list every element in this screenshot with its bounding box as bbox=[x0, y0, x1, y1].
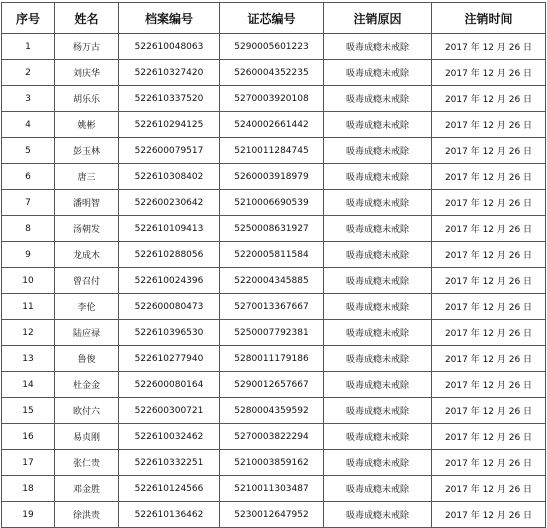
cell-core-no: 5220004345885 bbox=[220, 268, 324, 294]
cell-name: 潘明智 bbox=[55, 190, 119, 216]
cell-file-no: 522610032462 bbox=[119, 424, 220, 450]
cell-core-no: 5250007792381 bbox=[220, 320, 324, 346]
cell-name: 李伦 bbox=[55, 294, 119, 320]
cell-file-no: 522610277940 bbox=[119, 346, 220, 372]
cell-file-no: 522610337520 bbox=[119, 86, 220, 112]
cell-reason: 吸毒成瘾未戒除 bbox=[324, 294, 432, 320]
cell-file-no: 522610396530 bbox=[119, 320, 220, 346]
cell-seq: 4 bbox=[2, 112, 55, 138]
cell-reason: 吸毒成瘾未戒除 bbox=[324, 424, 432, 450]
cell-seq: 9 bbox=[2, 242, 55, 268]
cell-seq: 19 bbox=[2, 502, 55, 528]
cell-file-no: 522610332251 bbox=[119, 450, 220, 476]
header-seq: 序号 bbox=[2, 3, 55, 34]
table-row bbox=[2, 242, 546, 268]
cell-seq: 2 bbox=[2, 60, 55, 86]
cell-file-no: 522610327420 bbox=[119, 60, 220, 86]
cell-reason: 吸毒成瘾未戒除 bbox=[324, 112, 432, 138]
cell-name: 欧付六 bbox=[55, 398, 119, 424]
cell-core-no: 5210003859162 bbox=[220, 450, 324, 476]
cell-reason: 吸毒成瘾未戒除 bbox=[324, 502, 432, 528]
cell-core-no: 5270003822294 bbox=[220, 424, 324, 450]
table-row bbox=[2, 346, 546, 372]
cell-seq: 3 bbox=[2, 86, 55, 112]
cell-seq: 8 bbox=[2, 216, 55, 242]
cell-reason: 吸毒成瘾未戒除 bbox=[324, 60, 432, 86]
table-row bbox=[2, 112, 546, 138]
cell-core-no: 5260003918979 bbox=[220, 164, 324, 190]
table-row bbox=[2, 450, 546, 476]
cell-date: 2017 年 12 月 26 日 bbox=[432, 190, 546, 216]
cell-name: 刘庆华 bbox=[55, 60, 119, 86]
cell-seq: 11 bbox=[2, 294, 55, 320]
cell-seq: 7 bbox=[2, 190, 55, 216]
cell-date: 2017 年 12 月 26 日 bbox=[432, 424, 546, 450]
cell-reason: 吸毒成瘾未戒除 bbox=[324, 476, 432, 502]
table-row bbox=[2, 320, 546, 346]
cell-core-no: 5280004359592 bbox=[220, 398, 324, 424]
table-row bbox=[2, 268, 546, 294]
cell-date: 2017 年 12 月 26 日 bbox=[432, 164, 546, 190]
cell-date: 2017 年 12 月 26 日 bbox=[432, 242, 546, 268]
cell-file-no: 522600079517 bbox=[119, 138, 220, 164]
header-core-no: 证芯编号 bbox=[220, 3, 324, 34]
cell-date: 2017 年 12 月 26 日 bbox=[432, 216, 546, 242]
cell-date: 2017 年 12 月 26 日 bbox=[432, 86, 546, 112]
cell-name: 姚彬 bbox=[55, 112, 119, 138]
cell-name: 张仁贵 bbox=[55, 450, 119, 476]
cell-date: 2017 年 12 月 26 日 bbox=[432, 346, 546, 372]
cell-file-no: 522600080473 bbox=[119, 294, 220, 320]
cell-reason: 吸毒成瘾未戒除 bbox=[324, 450, 432, 476]
cell-reason: 吸毒成瘾未戒除 bbox=[324, 190, 432, 216]
cell-core-no: 5280011179186 bbox=[220, 346, 324, 372]
table-row bbox=[2, 34, 546, 60]
cell-reason: 吸毒成瘾未戒除 bbox=[324, 138, 432, 164]
cell-date: 2017 年 12 月 26 日 bbox=[432, 138, 546, 164]
cell-name: 鲁俊 bbox=[55, 346, 119, 372]
cell-name: 曾召付 bbox=[55, 268, 119, 294]
table-row bbox=[2, 86, 546, 112]
table-row bbox=[2, 294, 546, 320]
cell-seq: 12 bbox=[2, 320, 55, 346]
cell-core-no: 5210011284745 bbox=[220, 138, 324, 164]
cell-name: 杨万古 bbox=[55, 34, 119, 60]
cell-name: 汤朝发 bbox=[55, 216, 119, 242]
cell-core-no: 5220005811584 bbox=[220, 242, 324, 268]
cell-reason: 吸毒成瘾未戒除 bbox=[324, 268, 432, 294]
header-name: 姓名 bbox=[55, 3, 119, 34]
cell-name: 龙成木 bbox=[55, 242, 119, 268]
cell-file-no: 522610288056 bbox=[119, 242, 220, 268]
cell-reason: 吸毒成瘾未戒除 bbox=[324, 34, 432, 60]
table-row bbox=[2, 502, 546, 528]
cell-seq: 5 bbox=[2, 138, 55, 164]
header-date: 注销时间 bbox=[432, 3, 546, 34]
cell-core-no: 5270013367667 bbox=[220, 294, 324, 320]
cell-date: 2017 年 12 月 26 日 bbox=[432, 398, 546, 424]
cell-core-no: 5240002661442 bbox=[220, 112, 324, 138]
cell-reason: 吸毒成瘾未戒除 bbox=[324, 346, 432, 372]
cell-date: 2017 年 12 月 26 日 bbox=[432, 294, 546, 320]
cell-core-no: 5210011303487 bbox=[220, 476, 324, 502]
cell-core-no: 5290012657667 bbox=[220, 372, 324, 398]
cell-date: 2017 年 12 月 26 日 bbox=[432, 34, 546, 60]
table-row bbox=[2, 398, 546, 424]
table-body bbox=[2, 34, 546, 528]
table-row bbox=[2, 216, 546, 242]
cell-date: 2017 年 12 月 26 日 bbox=[432, 112, 546, 138]
cell-file-no: 522600300721 bbox=[119, 398, 220, 424]
cell-file-no: 522610024396 bbox=[119, 268, 220, 294]
cell-reason: 吸毒成瘾未戒除 bbox=[324, 164, 432, 190]
cell-seq: 1 bbox=[2, 34, 55, 60]
cell-date: 2017 年 12 月 26 日 bbox=[432, 60, 546, 86]
cell-core-no: 5210006690539 bbox=[220, 190, 324, 216]
cell-reason: 吸毒成瘾未戒除 bbox=[324, 372, 432, 398]
cell-seq: 16 bbox=[2, 424, 55, 450]
cell-reason: 吸毒成瘾未戒除 bbox=[324, 398, 432, 424]
cell-seq: 10 bbox=[2, 268, 55, 294]
cell-core-no: 5270003920108 bbox=[220, 86, 324, 112]
cell-seq: 13 bbox=[2, 346, 55, 372]
cell-seq: 18 bbox=[2, 476, 55, 502]
cell-name: 彭玉林 bbox=[55, 138, 119, 164]
cell-file-no: 522610048063 bbox=[119, 34, 220, 60]
cell-core-no: 5290005601223 bbox=[220, 34, 324, 60]
cell-file-no: 522600230642 bbox=[119, 190, 220, 216]
cell-file-no: 522610124566 bbox=[119, 476, 220, 502]
cell-core-no: 5250008631927 bbox=[220, 216, 324, 242]
cell-reason: 吸毒成瘾未戒除 bbox=[324, 216, 432, 242]
cell-name: 徐洪贵 bbox=[55, 502, 119, 528]
cell-date: 2017 年 12 月 26 日 bbox=[432, 476, 546, 502]
cell-date: 2017 年 12 月 26 日 bbox=[432, 320, 546, 346]
table-row bbox=[2, 190, 546, 216]
cell-date: 2017 年 12 月 26 日 bbox=[432, 450, 546, 476]
cancellation-table bbox=[1, 2, 546, 528]
cell-core-no: 5260004352235 bbox=[220, 60, 324, 86]
header-row bbox=[2, 3, 546, 34]
cell-seq: 17 bbox=[2, 450, 55, 476]
table-row bbox=[2, 476, 546, 502]
cell-date: 2017 年 12 月 26 日 bbox=[432, 372, 546, 398]
cell-name: 唐三 bbox=[55, 164, 119, 190]
header-file-no: 档案编号 bbox=[119, 3, 220, 34]
table-row bbox=[2, 424, 546, 450]
cell-file-no: 522610294125 bbox=[119, 112, 220, 138]
cell-name: 胡乐乐 bbox=[55, 86, 119, 112]
cell-name: 杜金金 bbox=[55, 372, 119, 398]
cell-reason: 吸毒成瘾未戒除 bbox=[324, 242, 432, 268]
cell-date: 2017 年 12 月 26 日 bbox=[432, 268, 546, 294]
cell-seq: 15 bbox=[2, 398, 55, 424]
table-row bbox=[2, 372, 546, 398]
cell-file-no: 522610136462 bbox=[119, 502, 220, 528]
cell-name: 邓金胜 bbox=[55, 476, 119, 502]
cell-reason: 吸毒成瘾未戒除 bbox=[324, 86, 432, 112]
cell-seq: 6 bbox=[2, 164, 55, 190]
header-reason: 注销原因 bbox=[324, 3, 432, 34]
cell-file-no: 522610109413 bbox=[119, 216, 220, 242]
cell-core-no: 5230012647952 bbox=[220, 502, 324, 528]
table-row bbox=[2, 138, 546, 164]
cell-file-no: 522600080164 bbox=[119, 372, 220, 398]
cell-date: 2017 年 12 月 26 日 bbox=[432, 502, 546, 528]
table-row bbox=[2, 60, 546, 86]
cell-name: 易贞刚 bbox=[55, 424, 119, 450]
cell-reason: 吸毒成瘾未戒除 bbox=[324, 320, 432, 346]
cell-seq: 14 bbox=[2, 372, 55, 398]
cell-file-no: 522610308402 bbox=[119, 164, 220, 190]
table-row bbox=[2, 164, 546, 190]
cell-name: 陆应禄 bbox=[55, 320, 119, 346]
